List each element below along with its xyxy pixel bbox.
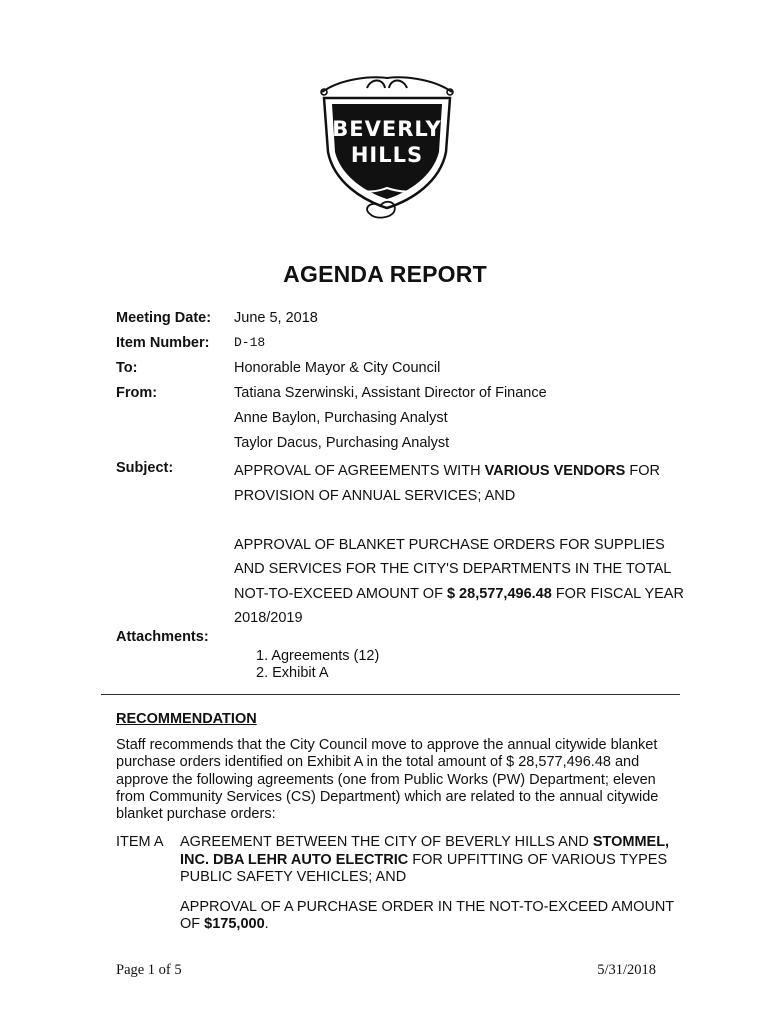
subject-p1-bold: VARIOUS VENDORS: [484, 463, 626, 479]
subject-label: Subject:: [116, 460, 174, 476]
from-value-2: Anne Baylon, Purchasing Analyst: [234, 410, 448, 426]
attachment-item-1: 1. Agreements (12): [256, 648, 380, 664]
recommendation-heading: RECOMMENDATION: [116, 711, 257, 727]
meeting-date-row: [116, 310, 696, 335]
item-a-p2-text-c: .: [264, 916, 269, 932]
from-value-3: Taylor Dacus, Purchasing Analyst: [234, 435, 450, 451]
recommendation-body: Staff recommends that the City Council move to approve the annual citywide blanket purchase orders identified on Exhibit A in the total amount of $ 28,577,496.48 and approve the following agreements (one from Public Works (PW) Department; eleven from Community Services (CS) Department) which are related to the annual citywide blanket purchase orders:: [116, 737, 659, 823]
from-label: From:: [116, 385, 158, 401]
from-row-3: [116, 435, 696, 460]
item-a-p1-text-a: AGREEMENT BETWEEN THE CITY OF BEVERLY HILLS AND: [180, 834, 593, 850]
to-value: Honorable Mayor & City Council: [234, 360, 441, 376]
seal-line1: BEVERLY: [332, 117, 442, 141]
item-number-value: D-18: [234, 335, 266, 350]
from-row: [116, 385, 696, 410]
subject-p2-bold: $ 28,577,496.48: [446, 585, 552, 602]
seal-line2: HILLS: [350, 143, 424, 167]
subject-p2-text-c: FOR FISCAL YEAR 2018/2019: [234, 585, 684, 626]
subject-text: [234, 459, 684, 631]
from-value-1: Tatiana Szerwinski, Assistant Director of Finance: [234, 385, 547, 401]
to-row: [116, 360, 696, 385]
subject-paragraph-2: [234, 533, 684, 631]
attachments-label: Attachments:: [116, 629, 209, 645]
subject-p1-text-a: APPROVAL OF AGREEMENTS WITH: [234, 463, 485, 479]
meeting-date-value: June 5, 2018: [234, 310, 318, 326]
item-number-row: [116, 335, 696, 360]
meeting-date-label: Meeting Date:: [116, 310, 212, 326]
item-a-paragraph-1: [180, 834, 690, 887]
item-number-label: Item Number:: [116, 335, 210, 351]
to-label: To:: [116, 360, 138, 376]
item-a-p1-bold: STOMMEL, INC. DBA LEHR AUTO ELECTRIC: [180, 834, 670, 868]
from-row-2: [116, 410, 696, 435]
item-a-body: [180, 834, 690, 934]
item-a-p2-bold: $175,000: [204, 916, 265, 932]
subject-p1-text-c: FOR PROVISION OF ANNUAL SERVICES; AND: [234, 463, 660, 504]
beverly-hills-seal-logo: [312, 74, 462, 224]
section-divider: [101, 694, 680, 695]
attachments-list: [256, 648, 379, 682]
item-a-p2-text-a: APPROVAL OF A PURCHASE ORDER IN THE NOT-TO-EXCEED AMOUNT OF: [180, 898, 674, 932]
attachment-item-2: 2. Exhibit A: [256, 665, 329, 681]
footer-page-number: Page 1 of 5: [116, 962, 182, 978]
subject-p2-text-a: APPROVAL OF BLANKET PURCHASE ORDERS FOR SUPPLIES AND SERVICES FOR THE CITY'S DEPARTMENTS IN THE TOTAL NOT-TO-EXCEED AMOUNT OF: [234, 536, 671, 602]
item-a-p1-text-c: FOR UPFITTING OF VARIOUS TYPES PUBLIC SAFETY VEHICLES; AND: [180, 851, 668, 885]
page-title: AGENDA REPORT: [283, 261, 487, 287]
item-a-paragraph-2: [180, 899, 690, 934]
item-a-label: ITEM A: [116, 834, 164, 850]
footer-date: 5/31/2018: [597, 962, 656, 978]
subject-paragraph-1: [234, 459, 684, 508]
